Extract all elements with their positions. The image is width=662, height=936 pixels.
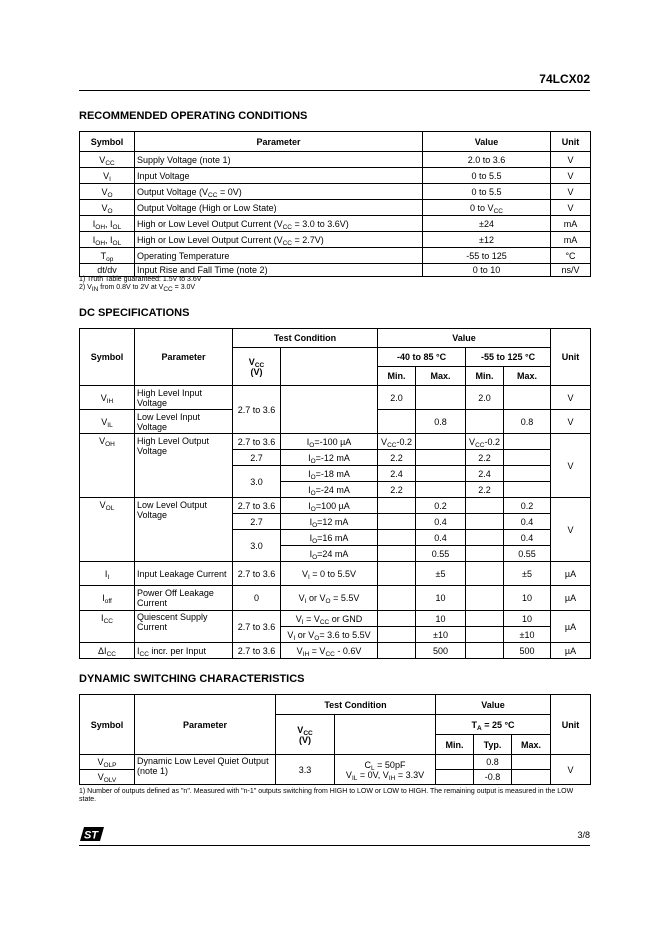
dc-cond: $V_I$ or $V_O= 3.6$ to 5.5V (281, 627, 378, 643)
dc-max1: 0.2 (416, 498, 466, 514)
dc-min2: 2.0 (466, 386, 504, 410)
roc-header-value: Value (423, 132, 551, 152)
dc-max2: 500 (504, 643, 551, 659)
roc-note-1: 1) Truth Table guaranteed: 1.5V to 3.6V (79, 276, 202, 283)
roc-symbol: $V_O$ (80, 200, 135, 216)
dc-unit: V (551, 386, 591, 410)
dc-vcc: 2.7 to 3.6 (233, 562, 281, 586)
roc-value: 0 to 10 (423, 264, 551, 277)
dc-parameter: High Level Output Voltage (135, 434, 233, 498)
dc-header-vcc: $V_{CC}$ (V) (233, 348, 281, 386)
dyn-header-max: Max. (512, 735, 551, 755)
table-row (80, 611, 591, 627)
roc-parameter: Supply Voltage (note 1) (135, 152, 423, 168)
dc-header-max: Max. (504, 367, 551, 386)
roc-notes (79, 276, 590, 292)
roc-unit: ns/V (551, 264, 591, 277)
table-row (80, 586, 591, 611)
dc-unit: µA (551, 562, 591, 586)
dc-parameter: Low Level Input Voltage (135, 410, 233, 434)
dc-parameter: $I_{CC}$ incr. per Input (135, 643, 233, 659)
dc-vcc: 3.0 (233, 530, 281, 562)
st-logo-text: ST (83, 829, 99, 842)
roc-value: ±24 (423, 216, 551, 232)
dc-vcc: 2.7 to 3.6 (233, 643, 281, 659)
table-row (80, 232, 591, 248)
dyn-table (79, 694, 591, 785)
roc-unit: V (551, 152, 591, 168)
dc-unit: V (551, 410, 591, 434)
dc-min2 (466, 562, 504, 586)
dc-max2: 0.2 (504, 498, 551, 514)
dyn-header-symbol: Symbol (80, 695, 135, 755)
dc-parameter: Input Leakage Current (135, 562, 233, 586)
roc-value: 0 to $V_{CC}$ (423, 200, 551, 216)
dc-header-value: Value (378, 329, 551, 348)
dc-max2: ±5 (504, 562, 551, 586)
dc-unit: V (551, 434, 591, 498)
roc-value: 0 to 5.5 (423, 184, 551, 200)
dc-vcc: 2.7 (233, 514, 281, 530)
dc-min1 (378, 643, 416, 659)
dc-max1: ±5 (416, 562, 466, 586)
dc-max2: 0.8 (504, 410, 551, 434)
table-row (80, 434, 591, 450)
dyn-header-blank (335, 715, 436, 755)
dc-header-max: Max. (416, 367, 466, 386)
dc-header-test-condition: Test Condition (233, 329, 378, 348)
dyn-typ: -0.8 (474, 770, 512, 785)
dc-min1 (378, 611, 416, 627)
dc-cond: $I_O=-24$ mA (281, 482, 378, 498)
dc-max2: 10 (504, 586, 551, 611)
roc-symbol: $V_I$ (80, 168, 135, 184)
dc-symbol: $V_{IH}$ (80, 386, 135, 410)
dc-max2: 0.4 (504, 514, 551, 530)
roc-table (79, 131, 591, 277)
dc-max1: ±10 (416, 627, 466, 643)
part-number: 74LCX02 (539, 72, 590, 86)
dc-max1: 500 (416, 643, 466, 659)
table-row (80, 248, 591, 264)
dc-vcc: 2.7 to 3.6 (233, 498, 281, 514)
dc-min2: 2.4 (466, 466, 504, 482)
roc-symbol: $V_{CC}$ (80, 152, 135, 168)
dc-min2 (466, 498, 504, 514)
dc-min2 (466, 627, 504, 643)
dc-header-min: Min. (378, 367, 416, 386)
roc-value: 2.0 to 3.6 (423, 152, 551, 168)
roc-unit: mA (551, 232, 591, 248)
roc-header-symbol: Symbol (80, 132, 135, 152)
dc-max1 (416, 482, 466, 498)
dc-min2: 2.2 (466, 482, 504, 498)
roc-symbol: $T_{op}$ (80, 248, 135, 264)
dyn-header-parameter: Parameter (135, 695, 276, 755)
dc-max2: 0.55 (504, 546, 551, 562)
dc-max1 (416, 386, 466, 410)
dyn-symbol: $V_{OLP}$ (80, 755, 135, 770)
dc-min1 (378, 410, 416, 434)
dc-min2 (466, 410, 504, 434)
dc-min1 (378, 586, 416, 611)
dyn-typ: 0.8 (474, 755, 512, 770)
dc-min1: 2.2 (378, 450, 416, 466)
roc-unit: mA (551, 216, 591, 232)
table-row (80, 152, 591, 168)
dc-max1 (416, 450, 466, 466)
dc-min2: 2.2 (466, 450, 504, 466)
dc-cond: $V_I = V_{CC}$ or GND (281, 611, 378, 627)
dc-cond: $V_I$ or $V_O = 5.5V$ (281, 586, 378, 611)
roc-note-2: 2) $V_{IN}$ from 0.8V to 2V at $V_{CC} = 3.0V$ (79, 284, 196, 293)
dc-cond: $V_{IH} = V_{CC} - 0.6V$ (281, 643, 378, 659)
dc-max2: 0.4 (504, 530, 551, 546)
dc-parameter: Power Off Leakage Current (135, 586, 233, 611)
dc-cond: $I_O=100$ µA (281, 498, 378, 514)
dyn-vcc: 3.3 (276, 755, 335, 785)
dc-min1: 2.2 (378, 482, 416, 498)
dyn-parameter: Dynamic Low Level Quiet Output (note 1) (135, 755, 276, 785)
table-row (80, 755, 591, 770)
roc-unit: V (551, 200, 591, 216)
dc-min1 (378, 627, 416, 643)
roc-unit: V (551, 184, 591, 200)
roc-header-unit: Unit (551, 132, 591, 152)
dc-vcc: 3.0 (233, 466, 281, 498)
dc-vcc: 2.7 to 3.6 (233, 611, 281, 643)
dc-min2 (466, 530, 504, 546)
page-number: 3/8 (577, 830, 590, 840)
dyn-header-min: Min. (436, 735, 474, 755)
dyn-title: DYNAMIC SWITCHING CHARACTERISTICS (79, 673, 305, 685)
dc-header-range1: -40 to 85 °C (378, 348, 466, 367)
dc-cond: $I_O=24$ mA (281, 546, 378, 562)
dc-vcc: 2.7 (233, 450, 281, 466)
dc-unit: µA (551, 586, 591, 611)
dc-vcc: 2.7 to 3.6 (233, 386, 281, 434)
st-logo-icon (80, 825, 104, 843)
dc-max1 (416, 466, 466, 482)
table-row (80, 184, 591, 200)
roc-header-parameter: Parameter (135, 132, 423, 152)
dc-symbol: $V_{OL}$ (80, 498, 135, 562)
dc-header-unit: Unit (551, 329, 591, 386)
header-rule (79, 90, 590, 91)
footer-rule (79, 845, 590, 846)
dc-header-min: Min. (466, 367, 504, 386)
roc-value: ±12 (423, 232, 551, 248)
dc-max2 (504, 466, 551, 482)
dc-header-range2: -55 to 125 °C (466, 348, 551, 367)
dc-symbol: $I_{CC}$ (80, 611, 135, 643)
dc-unit: µA (551, 611, 591, 643)
dc-cond: $I_O=-18$ mA (281, 466, 378, 482)
dc-min1 (378, 498, 416, 514)
dc-symbol: $V_{IL}$ (80, 410, 135, 434)
roc-symbol: dt/dv (80, 264, 135, 277)
roc-value: -55 to 125 (423, 248, 551, 264)
dyn-cond: $C_L = 50pF$ $V_{IL} = 0V$, $V_{IH} = 3.3V$ (335, 755, 436, 785)
dc-min1 (378, 562, 416, 586)
dc-min2 (466, 514, 504, 530)
roc-unit: °C (551, 248, 591, 264)
dc-cond: $I_O=-100$ µA (281, 434, 378, 450)
dc-cond: $V_I = 0$ to 5.5V (281, 562, 378, 586)
roc-unit: V (551, 168, 591, 184)
dc-max2 (504, 386, 551, 410)
dc-max1: 0.4 (416, 514, 466, 530)
dyn-header-unit: Unit (551, 695, 591, 755)
roc-parameter: High or Low Level Output Current ($V_{CC} = 3.0$ to 3.6V) (135, 216, 423, 232)
dc-min1: 2.4 (378, 466, 416, 482)
dc-cond: $I_O=12$ mA (281, 514, 378, 530)
table-row (80, 643, 591, 659)
dyn-unit: V (551, 755, 591, 785)
table-row (80, 386, 591, 410)
dc-header-blank (281, 348, 378, 386)
dc-min1: $V_{CC}-0.2$ (378, 434, 416, 450)
dc-min1 (378, 546, 416, 562)
dc-header-symbol: Symbol (80, 329, 135, 386)
dc-min1 (378, 530, 416, 546)
dc-vcc: 0 (233, 586, 281, 611)
dyn-min (436, 770, 474, 785)
roc-parameter: Input Rise and Fall Time (note 2) (135, 264, 423, 277)
dc-parameter: Low Level Output Voltage (135, 498, 233, 562)
dc-max2 (504, 434, 551, 450)
dc-min2 (466, 586, 504, 611)
dyn-header-test-condition: Test Condition (276, 695, 436, 715)
dc-min2 (466, 546, 504, 562)
dc-min2 (466, 643, 504, 659)
dc-unit: µA (551, 643, 591, 659)
dc-min2: $V_{CC}-0.2$ (466, 434, 504, 450)
dyn-header-vcc: $V_{CC}$ (V) (276, 715, 335, 755)
dc-max2: 10 (504, 611, 551, 627)
dyn-symbol: $V_{OLV}$ (80, 770, 135, 785)
roc-parameter: Output Voltage (High or Low State) (135, 200, 423, 216)
dc-cond (281, 386, 378, 434)
dyn-note: 1) Number of outputs defined as "n". Measured with "n-1" outputs switching from HIGH to LOW or LOW to HIGH. The remaining output is measured in the LOW state. (79, 788, 574, 803)
dc-max2: ±10 (504, 627, 551, 643)
dc-max1: 0.55 (416, 546, 466, 562)
dc-max2 (504, 450, 551, 466)
dc-unit: V (551, 498, 591, 562)
roc-symbol: $I_{OH}$, $I_{OL}$ (80, 216, 135, 232)
roc-symbol: $I_{OH}$, $I_{OL}$ (80, 232, 135, 248)
dc-cond: $I_O=16$ mA (281, 530, 378, 546)
table-row (80, 562, 591, 586)
table-row (80, 200, 591, 216)
dc-symbol: $I_{off}$ (80, 586, 135, 611)
dc-min1 (378, 514, 416, 530)
dc-max1: 0.8 (416, 410, 466, 434)
table-row (80, 216, 591, 232)
dyn-header-value: Value (436, 695, 551, 715)
table-row (80, 264, 591, 277)
table-row (80, 498, 591, 514)
dc-title: DC SPECIFICATIONS (79, 307, 190, 319)
dc-symbol: $I_I$ (80, 562, 135, 586)
dc-max2 (504, 482, 551, 498)
dc-max1 (416, 434, 466, 450)
dc-vcc: 2.7 to 3.6 (233, 434, 281, 450)
dyn-max (512, 755, 551, 770)
dc-min1: 2.0 (378, 386, 416, 410)
dyn-header-typ: Typ. (474, 735, 512, 755)
roc-parameter: Output Voltage $(V_{CC} = 0V)$ (135, 184, 423, 200)
roc-parameter: Input Voltage (135, 168, 423, 184)
dyn-max (512, 770, 551, 785)
dc-cond: $I_O=-12$ mA (281, 450, 378, 466)
dc-header-parameter: Parameter (135, 329, 233, 386)
dc-max1: 10 (416, 586, 466, 611)
roc-value: 0 to 5.5 (423, 168, 551, 184)
dc-max1: 0.4 (416, 530, 466, 546)
dc-parameter: High Level Input Voltage (135, 386, 233, 410)
dc-symbol: $V_{OH}$ (80, 434, 135, 498)
roc-symbol: $V_O$ (80, 184, 135, 200)
dc-min2 (466, 611, 504, 627)
table-row (80, 168, 591, 184)
roc-title: RECOMMENDED OPERATING CONDITIONS (79, 110, 308, 122)
roc-parameter: High or Low Level Output Current $(V_{CC} = 2.7V)$ (135, 232, 423, 248)
dc-symbol: $\Delta I_{CC}$ (80, 643, 135, 659)
roc-parameter: Operating Temperature (135, 248, 423, 264)
dc-parameter: Quiescent Supply Current (135, 611, 233, 643)
dyn-min (436, 755, 474, 770)
dc-max1: 10 (416, 611, 466, 627)
dyn-header-ta: $T_A = 25$ °C (436, 715, 551, 735)
dc-table (79, 328, 591, 659)
